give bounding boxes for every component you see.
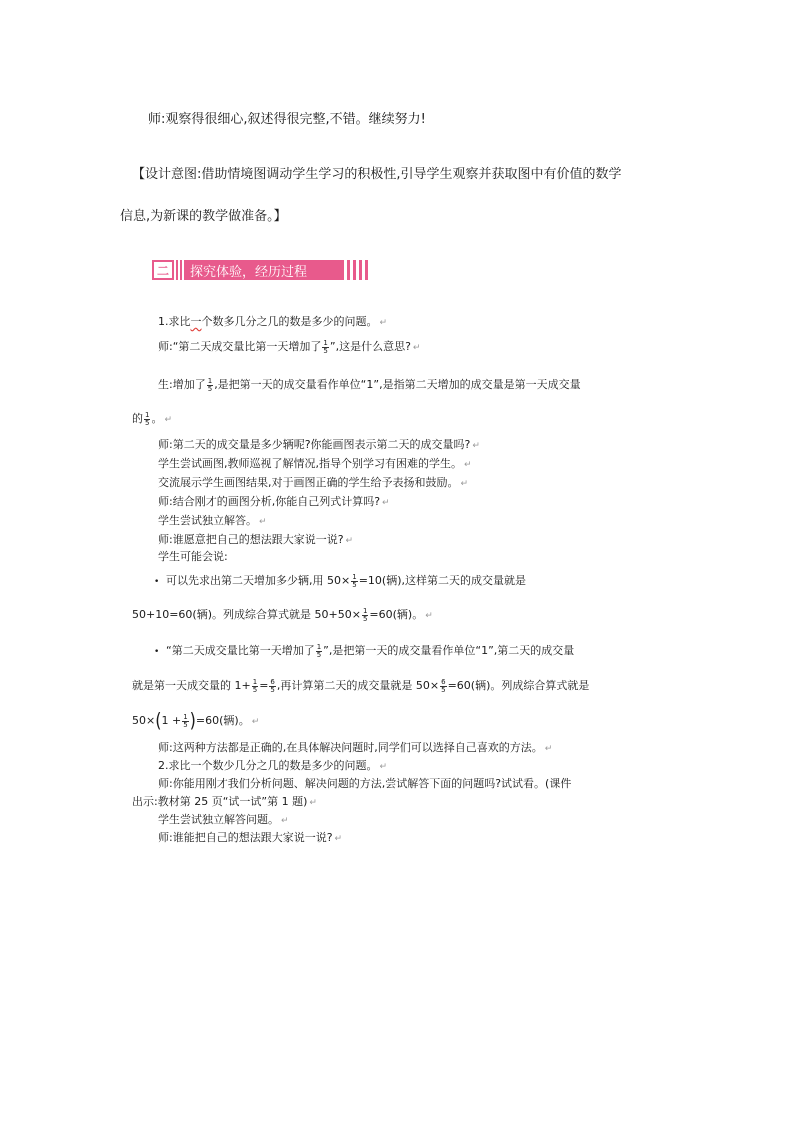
fraction-one-fifth: $\frac{1}{5}$ [207, 376, 213, 393]
paragraph-mark-icon: ↵ [544, 744, 553, 754]
fraction-one-fifth: $\frac{1}{5}$ [362, 606, 368, 623]
teacher-summary: 师:这两种方法都是正确的,在具体解决问题时,同学们可以选择自己喜欢的方法。 ↵ [158, 741, 553, 754]
activity-draw: 学生尝试画图,教师巡视了解情况,指导个别学习有困难的学生。 ↵ [158, 457, 472, 470]
banner-tail-stripes [347, 260, 369, 280]
paragraph-mark-icon: ↵ [281, 816, 289, 826]
teacher-share-question-2: 师:谁能把自己的想法跟大家说一说? ↵ [158, 831, 343, 844]
paragraph-mark-icon: ↵ [472, 441, 480, 451]
section-number: 二 [152, 260, 174, 280]
bullet-icon: • [154, 647, 160, 657]
design-note-line-1: 【设计意图:借助情境图调动学生学习的积极性,引导学生观察并获取图中有价值的数学 [132, 167, 622, 182]
fraction-one-fifth: $\frac{1}{5}$ [352, 572, 357, 589]
fraction-six-fifths: $\frac{6}{5}$ [270, 677, 275, 694]
paragraph-mark-icon: ↵ [460, 479, 469, 489]
paragraph-mark-icon: ↵ [412, 343, 421, 353]
method-2: • “第二天成交量比第一天增加了 $\frac{1}{5}$ ”,是把第一天的成交量看作单位“1”,第二天的成交量 [154, 642, 575, 659]
paragraph-mark-icon: ↵ [334, 834, 343, 844]
method-1: • 可以先求出第二天增加多少辆,用 50× $\frac{1}{5}$ =10(辆),这样第二天的成交量就是 [154, 572, 526, 589]
fraction-one-fifth: $\frac{1}{5}$ [183, 712, 188, 729]
paragraph-mark-icon: ↵ [309, 798, 317, 808]
section-title: 探究体验，经历过程 [184, 260, 344, 280]
teacher-calc-question: 师:结合刚才的画图分析,你能自己列式计算吗? ↵ [158, 495, 390, 508]
banner-stripes [176, 260, 182, 280]
fraction-one-fifth: $\frac{1}{5}$ [323, 338, 328, 355]
teacher-share-question: 师:谁愿意把自己的想法跟大家说一说? ↵ [158, 533, 354, 546]
activity-solve: 学生尝试独立解答。 ↵ [158, 514, 267, 527]
section-banner [152, 260, 369, 280]
fraction-one-fifth: $\frac{1}{5}$ [316, 642, 322, 659]
teacher-draw-question: 师:第二天的成交量是多少辆呢?你能画图表示第二天的成交量吗? ↵ [158, 438, 480, 451]
paragraph-mark-icon: ↵ [379, 762, 388, 772]
paragraph-mark-icon: ↵ [345, 536, 354, 546]
paragraph-mark-icon: ↵ [259, 517, 267, 527]
teacher-try-question-cont: 出示:教材第 25 页“试一试”第 1 题) ↵ [132, 795, 317, 808]
fraction-one-fifth: $\frac{1}{5}$ [145, 410, 150, 427]
teacher-question-meaning: 师:“第二天成交量比第一天增加了 $\frac{1}{5}$ ”,这是什么意思? ↵ [158, 338, 421, 355]
question-1: 1.求比一个数多几分之几的数是多少的问题。 ↵ [158, 315, 388, 328]
formula-line: 50×(1 + $\frac{1}{5}$ )=60(辆)。 ↵ [132, 709, 260, 732]
method-2-cont: 就是第一天成交量的 1+ $\frac{1}{5}$ = $\frac{6}{5}$ ,再计算第二天的成交量就是 50× $\frac{6}{5}$ =60(辆)。列成综合算式就是 [132, 677, 590, 694]
fraction-one-fifth: $\frac{1}{5}$ [252, 677, 258, 694]
activity-solve-2: 学生尝试独立解答问题。 ↵ [158, 813, 289, 826]
teacher-praise: 师:观察得很细心,叙述得很完整,不错。继续努力! [148, 112, 426, 127]
paragraph-mark-icon: ↵ [379, 318, 388, 328]
design-note-line-2: 信息,为新课的教学做准备。】 [120, 209, 287, 224]
teacher-try-question: 师:你能用刚才我们分析问题、解决问题的方法,尝试解答下面的问题吗?试试看。(课件 [158, 777, 572, 790]
activity-share: 交流展示学生画图结果,对于画图正确的学生给予表扬和鼓励。 ↵ [158, 476, 469, 489]
paragraph-mark-icon: ↵ [164, 415, 173, 425]
fraction-six-fifths: $\frac{6}{5}$ [441, 677, 446, 694]
paragraph-mark-icon: ↵ [382, 498, 390, 508]
student-answer-cont: 的 $\frac{1}{5}$ 。 ↵ [132, 410, 173, 427]
paragraph-mark-icon: ↵ [425, 611, 433, 621]
student-answer: 生:增加了 $\frac{1}{5}$ ,是把第一天的成交量看作单位“1”,是指第二天增加的成交量是第一天成交量 [158, 376, 581, 393]
method-1-cont: 50+10=60(辆)。列成综合算式就是 50+50× $\frac{1}{5}$ =60(辆)。 ↵ [132, 606, 433, 623]
paragraph-mark-icon: ↵ [464, 460, 472, 470]
paragraph-mark-icon: ↵ [251, 717, 260, 727]
question-2: 2.求比一个数少几分之几的数是多少的问题。 ↵ [158, 759, 388, 772]
bullet-icon: • [154, 577, 160, 587]
students-may-say: 学生可能会说: [158, 550, 228, 563]
